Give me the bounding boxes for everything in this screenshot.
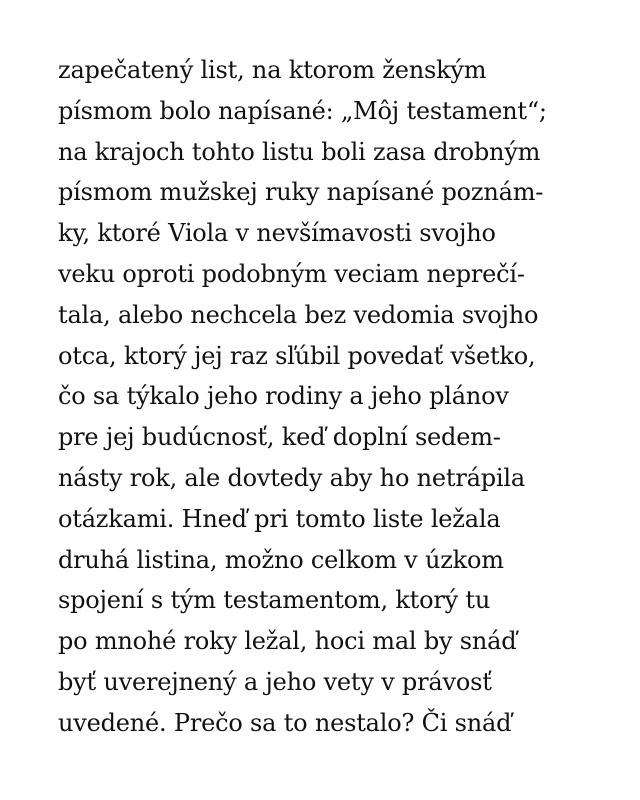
text-line: druhá listina, možno celkom v úzkom [58, 545, 504, 574]
text-line: ky, ktoré Viola v nevšímavosti svojho [58, 219, 496, 248]
text-line: písmom mužskej ruky napísané poznám- [58, 178, 544, 207]
body-text [58, 50, 618, 744]
text-line: pre jej budúcnosť, keď doplní sedem- [58, 423, 501, 452]
text-line: písmom bolo napísané: „Môj testament“; [58, 96, 547, 125]
text-line: po mnohé roky ležal, hoci mal by snáď [58, 627, 517, 656]
text-line: spojení s tým testamentom, ktorý tu [58, 586, 491, 615]
text-line: na krajoch tohto listu boli zasa drobným [58, 137, 541, 166]
text-line: byť uverejnený a jeho vety v právosť [58, 667, 492, 696]
text-line: čo sa týkalo jeho rodiny a jeho plánov [58, 382, 509, 411]
text-line: zapečatený list, na ktorom ženským [58, 56, 487, 84]
text-line: tala, alebo nechcela bez vedomia svojho [58, 300, 539, 329]
text-line: uvedené. Prečo sa to nestalo? Či snáď [58, 708, 512, 737]
text-line: násty rok, ale dovtedy aby ho netrápila [58, 463, 525, 492]
text-line: otázkami. Hneď pri tomto liste ležala [58, 504, 501, 533]
text-line: otca, ktorý jej raz sľúbil povedať všetko, [58, 341, 536, 370]
text-line: veku oproti podobným veciam neprečí- [58, 259, 525, 288]
